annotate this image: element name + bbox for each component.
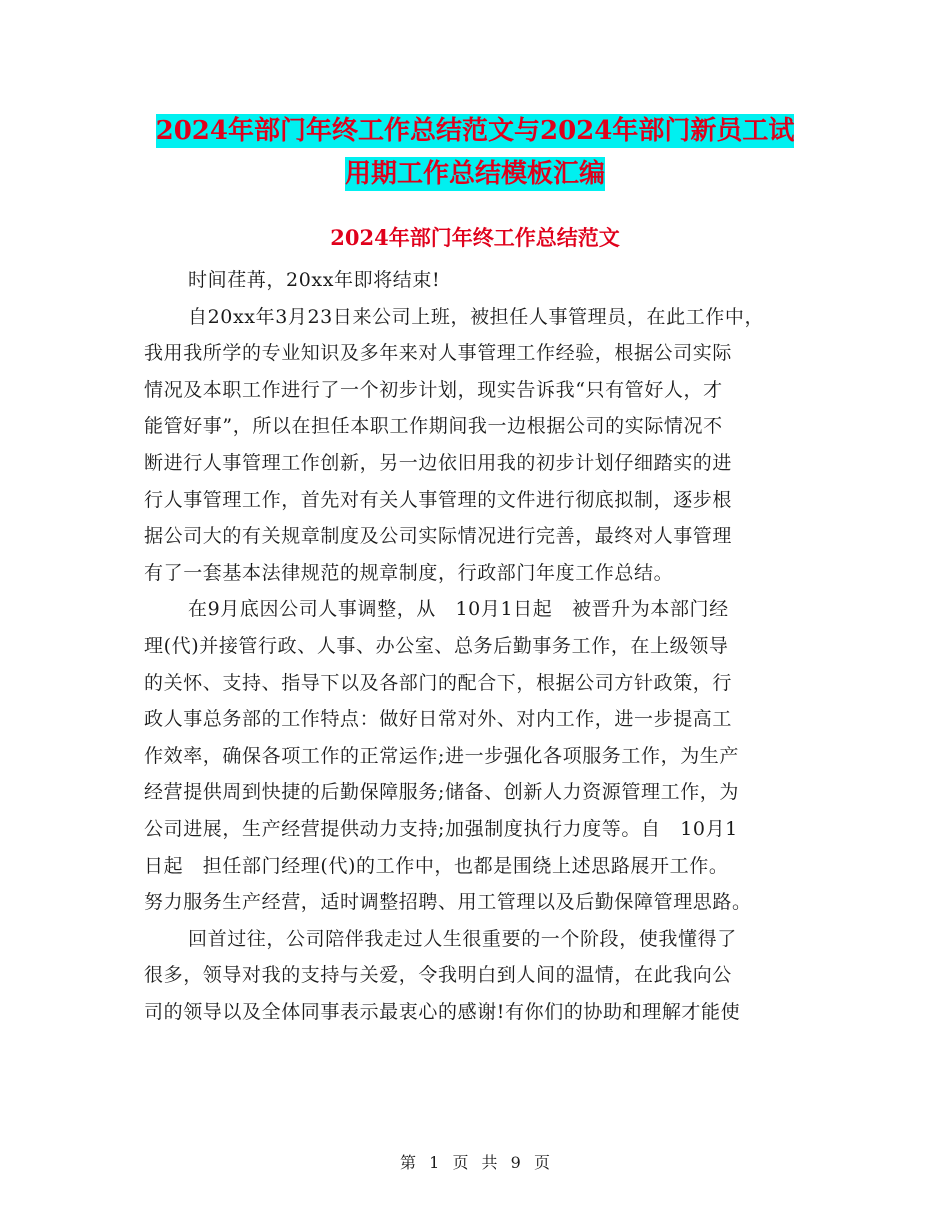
footer-page-word: 页 [452, 1153, 469, 1172]
footer-prefix: 第 [400, 1153, 417, 1172]
text-line: 作效率，确保各项工作的正常运作;进一步强化各项服务工作，为生产 [144, 744, 740, 767]
section-title: 2024年部门年终工作总结范文 [330, 225, 620, 250]
text-line: 的关怀、支持、指导下以及各部门的配合下，根据公司方针政策，行 [144, 671, 733, 694]
footer-current-page: 1 [429, 1153, 440, 1172]
text-line: 时间荏苒，20xx年即将结束! [188, 269, 441, 291]
text-line: 行人事管理工作，首先对有关人事管理的文件进行彻底拟制，逐步根 [144, 488, 733, 511]
text-line: 回首过往，公司陪伴我走过人生很重要的一个阶段，使我懂得了 [188, 927, 737, 950]
title-highlight: 用期工作总结模板汇编 [344, 159, 605, 189]
text-line: 经营提供周到快捷的后勤保障服务;储备、创新人力资源管理工作，为 [144, 781, 740, 804]
footer-suffix: 页 [533, 1153, 550, 1172]
text-line: 日起 担任部门经理(代)的工作中，也都是围绕上述思路展开工作。 [144, 854, 729, 877]
title-highlight: 2024年部门年终工作总结范文与2024年部门新员工试 [155, 116, 795, 146]
body-text [144, 262, 814, 1030]
document-title-line-1 [0, 107, 950, 155]
text-line: 努力服务生产经营，适时调整招聘、用工管理以及后勤保障管理思路。 [144, 891, 752, 914]
text-line: 我用我所学的专业知识及多年来对人事管理工作经验，根据公司实际 [144, 342, 733, 365]
text-line: 在9月底因公司人事调整，从 10月1日起 被晋升为本部门经 [188, 598, 729, 621]
page-footer [0, 1151, 950, 1175]
text-line: 司的领导以及全体同事表示最衷心的感谢!有你们的协助和理解才能使 [144, 1000, 741, 1023]
footer-total-pages: 9 [510, 1153, 521, 1172]
text-line: 公司进展，生产经营提供动力支持;加强制度执行力度等。自 10月1 [144, 817, 738, 840]
text-line: 理(代)并接管行政、人事、办公室、总务后勤事务工作，在上级领导 [144, 634, 729, 657]
text-line: 很多，领导对我的支持与关爱，令我明白到人间的温情，在此我向公 [144, 964, 733, 987]
text-line: 能管好事”，所以在担任本职工作期间我一边根据公司的实际情况不 [144, 415, 723, 438]
text-line: 政人事总务部的工作特点：做好日常对外、对内工作，进一步提高工 [144, 708, 733, 731]
footer-total-prefix: 共 [481, 1153, 498, 1172]
text-line: 有了一套基本法律规范的规章制度，行政部门年度工作总结。 [144, 561, 674, 584]
text-line: 情况及本职工作进行了一个初步计划，现实告诉我“只有管好人，才 [144, 378, 723, 401]
text-line: 据公司大的有关规章制度及公司实际情况进行完善，最终对人事管理 [144, 525, 733, 548]
text-line: 自20xx年3月23日来公司上班，被担任人事管理员，在此工作中， [188, 305, 765, 328]
document-title-line-2 [0, 150, 950, 198]
text-line: 断进行人事管理工作创新，另一边依旧用我的初步计划仔细踏实的进 [144, 451, 733, 474]
